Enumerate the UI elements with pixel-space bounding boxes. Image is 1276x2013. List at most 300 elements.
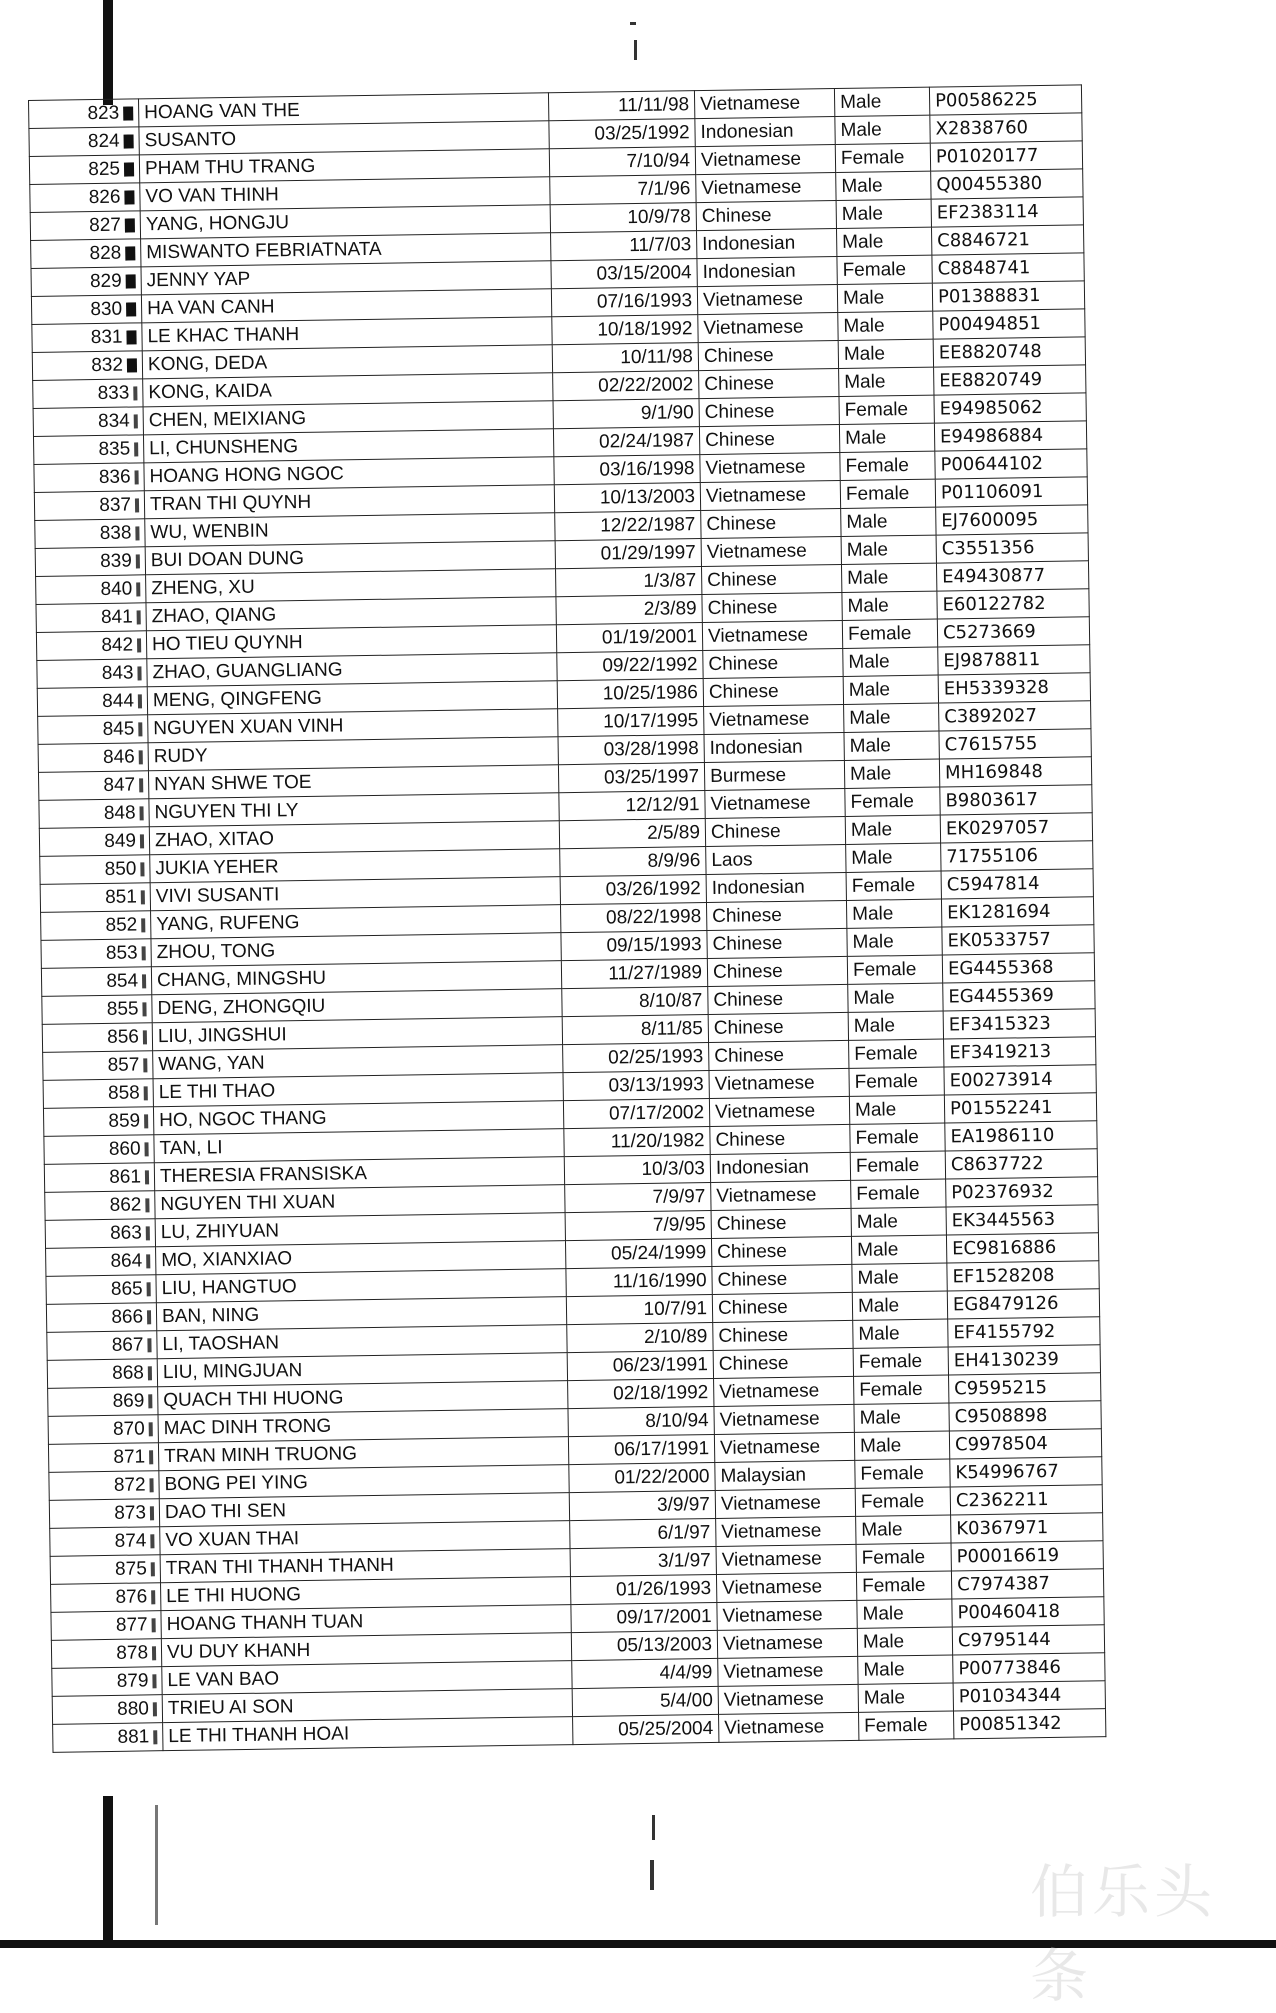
row-number-cell [51, 1611, 161, 1641]
margin-mark [152, 1674, 156, 1688]
table-body [29, 85, 1106, 1752]
nationality-cell [705, 816, 845, 846]
margin-mark [139, 778, 143, 792]
person-name: LE VAN BAO [167, 1668, 280, 1692]
sex: Female [854, 1070, 919, 1093]
margin-mark [141, 890, 145, 904]
birth-date-cell [567, 1322, 713, 1352]
passport-number: EF3415323 [948, 1012, 1051, 1036]
row-number: 843 [101, 662, 134, 684]
birth-date-cell [559, 819, 705, 849]
birth-date: 12/12/91 [625, 794, 700, 817]
sex-cell [846, 843, 941, 872]
passport-number-cell [939, 701, 1091, 731]
nationality-cell [699, 397, 839, 427]
birth-date-cell [549, 119, 695, 149]
sex-cell [838, 339, 933, 368]
passport-number-cell [947, 1261, 1099, 1291]
passport-number-cell [935, 477, 1087, 507]
row-number: 853 [105, 942, 138, 964]
nationality: Vietnamese [705, 456, 806, 479]
margin-mark [147, 1282, 151, 1296]
margin-mark [136, 582, 140, 596]
passport-number-cell [936, 561, 1088, 591]
birth-date: 7/9/95 [652, 1214, 706, 1236]
margin-mark [148, 1366, 152, 1380]
sex: Male [863, 1659, 905, 1681]
row-number: 832 [91, 354, 124, 377]
nationality: Vietnamese [714, 1072, 815, 1095]
margin-mark [144, 1086, 148, 1100]
row-number-cell [42, 1023, 152, 1053]
passport-number: E94986884 [939, 424, 1044, 448]
sex: Female [844, 398, 909, 421]
passport-number: Q00455380 [936, 172, 1043, 196]
sex: Male [840, 119, 882, 141]
row-number: 852 [105, 914, 138, 936]
sex: Female [851, 874, 916, 897]
row-number: 876 [115, 1586, 148, 1608]
passport-number-cell [940, 813, 1092, 843]
person-name: MO, XIANXIAO [161, 1248, 293, 1272]
margin-mark [144, 1142, 148, 1156]
row-number: 872 [113, 1474, 146, 1496]
birth-date: 10/7/91 [643, 1298, 708, 1320]
birth-date-cell [553, 427, 699, 457]
person-name: LE THI THAO [158, 1080, 276, 1104]
margin-mark [142, 946, 146, 960]
passport-number-cell [951, 1541, 1103, 1571]
passport-number: C3551356 [941, 537, 1035, 560]
nationality: Malaysian [720, 1464, 807, 1487]
row-number-cell [36, 603, 146, 633]
birth-date-cell [552, 315, 698, 345]
sex: Female [858, 1350, 923, 1373]
passport-number: C5273669 [942, 621, 1036, 644]
passport-number-cell [944, 1037, 1096, 1067]
person-name: HO, NGOC THANG [159, 1107, 327, 1132]
sex: Male [839, 91, 882, 113]
scan-speck [634, 40, 637, 60]
nationality: Burmese [709, 764, 787, 787]
row-number-cell [45, 1191, 155, 1221]
passport-number: C9508898 [954, 1405, 1048, 1428]
sex: Male [843, 315, 885, 337]
passport-number: P01020177 [935, 145, 1039, 168]
passport-number: MH169848 [944, 761, 1044, 784]
row-number-cell [29, 99, 139, 129]
nationality-cell [713, 1348, 853, 1378]
person-name: KONG, KAIDA [148, 380, 273, 404]
margin-mark [139, 806, 143, 820]
sex-cell [834, 87, 929, 116]
sex: Male [842, 231, 884, 253]
sex-cell [855, 1459, 950, 1488]
nationality: Chinese [704, 428, 775, 451]
birth-date: 06/23/1991 [612, 1354, 708, 1377]
person-name: LIU, MINGJUAN [162, 1360, 303, 1384]
nationality: Chinese [704, 400, 775, 423]
passport-number-cell [937, 617, 1089, 647]
row-number-cell [36, 631, 146, 661]
passport-number-cell [931, 169, 1083, 199]
passport-number-cell [936, 533, 1088, 563]
nationality-cell [707, 928, 847, 958]
row-number: 826 [88, 186, 121, 209]
person-name: TRAN MINH TRUONG [163, 1443, 358, 1468]
margin-mark [149, 1422, 153, 1436]
passport-number-cell [941, 841, 1093, 871]
sex-cell [851, 1235, 946, 1264]
passport-number: EF3419213 [949, 1040, 1052, 1064]
sex-cell [837, 255, 932, 284]
sex-cell [844, 731, 939, 760]
row-number-cell [47, 1359, 157, 1389]
nationality: Vietnamese [699, 92, 801, 116]
birth-date-cell [560, 875, 706, 905]
passport-number: C8846721 [937, 229, 1031, 252]
person-name: MISWANTO FEBRIATNATA [146, 238, 382, 264]
sex-cell [851, 1207, 946, 1236]
passport-number-cell [945, 1121, 1097, 1151]
row-number-cell [42, 995, 152, 1025]
passport-number: P00460418 [957, 1600, 1061, 1624]
sex-cell [856, 1571, 951, 1600]
nationality-cell [699, 424, 839, 454]
row-number: 869 [112, 1390, 145, 1412]
row-number-cell [44, 1163, 154, 1193]
row-number: 828 [89, 242, 122, 265]
nationality-cell [716, 1572, 856, 1602]
sex-cell [838, 311, 933, 340]
margin-mark [138, 722, 142, 736]
row-number: 856 [107, 1026, 140, 1048]
nationality-cell [718, 1656, 858, 1686]
nationality: Vietnamese [716, 1184, 817, 1207]
passport-number: P02376932 [951, 1180, 1054, 1204]
nationality-cell [717, 1628, 857, 1658]
row-number: 880 [117, 1698, 150, 1720]
nationality-cell [708, 984, 848, 1014]
nationality: Vietnamese [724, 1716, 825, 1739]
nationality: Indonesian [702, 232, 796, 256]
birth-date-cell [568, 1378, 714, 1408]
birth-date-cell [553, 371, 699, 401]
sex-cell [837, 283, 932, 312]
person-name: ZHAO, QIANG [151, 604, 277, 628]
passport-number-cell [935, 449, 1087, 479]
birth-date: 02/18/1992 [613, 1382, 709, 1405]
birth-date: 10/11/98 [620, 346, 694, 369]
passport-number: C9795144 [957, 1628, 1051, 1652]
passport-number-cell [939, 729, 1091, 759]
passport-number: K54996767 [955, 1460, 1060, 1484]
nationality-cell [716, 1516, 856, 1546]
row-number: 840 [100, 578, 133, 600]
sex: Male [848, 651, 890, 673]
passport-number-cell [950, 1485, 1102, 1515]
person-name: HA VAN CANH [146, 296, 275, 320]
birth-date: 01/29/1997 [600, 542, 696, 565]
person-name: VO XUAN THAI [165, 1528, 300, 1552]
birth-date-cell [563, 1099, 709, 1129]
person-name: WANG, YAN [158, 1052, 265, 1076]
nationality: Chinese [701, 204, 772, 228]
margin-mark [140, 834, 144, 848]
nationality: Chinese [707, 568, 778, 591]
person-name: THERESIA FRANSISKA [159, 1163, 368, 1188]
birth-date-cell [557, 679, 703, 709]
sex-cell [849, 1039, 944, 1068]
row-number: 865 [110, 1278, 143, 1300]
row-number: 860 [108, 1138, 141, 1160]
birth-date: 10/17/1995 [603, 710, 699, 733]
nationality-cell [704, 704, 844, 734]
sex: Male [852, 931, 894, 953]
nationality-cell [701, 508, 841, 538]
birth-date: 03/28/1998 [603, 738, 699, 761]
row-number-cell [30, 183, 140, 213]
passport-number-cell [953, 1681, 1105, 1711]
birth-date-cell [551, 231, 697, 261]
margin-mark [135, 470, 139, 484]
nationality: Vietnamese [723, 1660, 824, 1683]
passport-number-cell [952, 1597, 1104, 1627]
row-number: 858 [107, 1082, 140, 1104]
margin-mark [124, 162, 134, 176]
row-number-cell [53, 1723, 163, 1753]
passport-number: K0367971 [956, 1517, 1049, 1540]
sex-cell [836, 227, 931, 256]
margin-mark [126, 274, 136, 288]
nationality: Vietnamese [722, 1576, 823, 1599]
row-number-cell [38, 743, 148, 773]
sex: Male [853, 987, 895, 1009]
passport-number: P01552241 [949, 1096, 1053, 1120]
passport-number-cell [937, 589, 1089, 619]
nationality: Indonesian [709, 736, 803, 759]
row-number-cell [45, 1219, 155, 1249]
row-number-cell [39, 827, 149, 857]
row-number: 881 [117, 1726, 150, 1748]
nationality-cell [709, 1068, 849, 1098]
row-number-cell [40, 883, 150, 913]
margin-mark [124, 134, 134, 148]
birth-date: 10/18/1992 [597, 318, 693, 341]
nationality: Chinese [717, 1268, 788, 1291]
passport-number-cell [939, 757, 1091, 787]
passport-number: EK1281694 [947, 900, 1051, 924]
row-number: 829 [89, 270, 122, 293]
passport-number: EC9816886 [951, 1236, 1057, 1260]
birth-date: 2/3/89 [643, 598, 697, 620]
row-number-cell [30, 211, 140, 241]
row-number-cell [43, 1051, 153, 1081]
margin-mark [147, 1338, 151, 1352]
margin-mark [134, 442, 138, 456]
sex-cell [854, 1375, 949, 1404]
row-number: 841 [100, 606, 133, 628]
passport-number-cell [948, 1317, 1100, 1347]
row-number-cell [48, 1387, 158, 1417]
passport-number: C8637722 [950, 1153, 1044, 1176]
sex-cell [850, 1123, 945, 1152]
row-number-cell [29, 127, 139, 157]
passport-number: P01034344 [958, 1684, 1062, 1708]
row-number-cell [41, 911, 151, 941]
row-number: 824 [87, 130, 120, 153]
row-number: 866 [111, 1306, 144, 1328]
person-name: ZHAO, GUANGLIANG [152, 659, 343, 684]
sex-cell [841, 535, 936, 564]
row-number: 862 [109, 1194, 142, 1216]
passport-number-cell [950, 1457, 1102, 1487]
nationality: Vietnamese [707, 624, 809, 647]
row-number-cell [52, 1667, 162, 1697]
row-number-cell [51, 1639, 161, 1669]
margin-mark [152, 1618, 156, 1632]
margin-mark [124, 190, 134, 204]
birth-date: 07/16/1993 [596, 290, 693, 313]
person-name: HO TIEU QUYNH [151, 631, 303, 656]
person-name: VO VAN THINH [145, 184, 279, 208]
sex-cell [848, 983, 943, 1012]
row-number-cell [51, 1583, 161, 1613]
sex-cell [850, 1151, 945, 1180]
person-name: ZHENG, XU [151, 576, 255, 600]
person-name: SUSANTO [144, 128, 237, 152]
nationality-cell [709, 1040, 849, 1070]
sex-cell [858, 1655, 953, 1684]
birth-date: 03/26/1992 [605, 878, 701, 901]
row-number-cell [38, 771, 148, 801]
sex: Female [856, 1182, 920, 1205]
row-number: 870 [112, 1418, 145, 1440]
passport-number: EF4155792 [953, 1320, 1056, 1344]
row-number-cell [34, 491, 144, 521]
row-number-cell [50, 1555, 160, 1585]
sex: Male [849, 763, 892, 785]
person-name: MENG, QINGFENG [152, 687, 322, 712]
sex: Male [846, 511, 888, 533]
birth-date-cell [557, 651, 703, 681]
sex: Male [854, 1099, 897, 1121]
birth-date-cell [562, 987, 708, 1017]
sex: Female [860, 1462, 924, 1485]
birth-date-cell [571, 1630, 717, 1660]
birth-date-cell [556, 567, 702, 597]
row-number-cell [31, 295, 141, 325]
passport-number: EJ9878811 [943, 649, 1041, 672]
nationality: Chinese [713, 1016, 784, 1039]
birth-date: 03/25/1992 [594, 122, 690, 145]
row-number-cell [52, 1695, 162, 1725]
row-number: 823 [87, 102, 120, 125]
nationality: Vietnamese [721, 1520, 822, 1543]
passport-number-cell [942, 953, 1094, 983]
margin-mark [137, 610, 141, 624]
row-number: 861 [109, 1166, 142, 1188]
row-number: 838 [99, 522, 132, 544]
passport-number: C3892027 [944, 705, 1038, 728]
nationality: Vietnamese [714, 1100, 816, 1123]
row-number-cell [32, 351, 142, 381]
birth-date-cell [566, 1266, 712, 1296]
sex-cell [851, 1179, 946, 1208]
row-number: 878 [116, 1642, 149, 1664]
person-name: LU, ZHIYUAN [160, 1220, 280, 1244]
birth-date: 09/17/2001 [616, 1606, 712, 1629]
row-number: 827 [89, 214, 122, 237]
birth-date-cell [559, 791, 705, 821]
nationality: Chinese [703, 344, 774, 368]
birth-date: 5/4/00 [659, 1690, 713, 1712]
margin-mark [145, 1170, 149, 1184]
birth-date: 12/22/1987 [600, 514, 696, 537]
passport-number-cell [951, 1513, 1103, 1543]
nationality: Vietnamese [722, 1632, 824, 1655]
margin-mark [145, 1198, 149, 1212]
passport-number: C9978504 [954, 1433, 1048, 1456]
row-number: 867 [111, 1334, 144, 1356]
margin-mark [123, 106, 133, 120]
person-name: BONG PEI YING [164, 1472, 308, 1496]
birth-date: 4/4/99 [659, 1662, 713, 1684]
sex-cell [858, 1683, 953, 1712]
birth-date: 2/5/89 [646, 822, 701, 844]
sex: Female [861, 1574, 926, 1597]
row-number-cell [46, 1275, 156, 1305]
sex-cell [842, 591, 937, 620]
row-number-cell [33, 407, 143, 437]
nationality-cell [708, 1012, 848, 1042]
passport-number-cell [951, 1569, 1103, 1599]
margin-mark [146, 1226, 150, 1240]
passport-number-cell [953, 1709, 1105, 1739]
nationality: Vietnamese [719, 1408, 820, 1431]
sex-cell [852, 1291, 947, 1320]
sex: Male [846, 539, 889, 561]
sex: Male [862, 1631, 905, 1653]
margin-mark [125, 218, 135, 232]
margin-mark [150, 1506, 154, 1520]
birth-date: 05/13/2003 [616, 1634, 713, 1657]
sex-cell [836, 171, 931, 200]
sex: Male [849, 707, 891, 729]
sex-cell [853, 1347, 948, 1376]
margin-mark [144, 1114, 148, 1128]
sex-cell [856, 1515, 951, 1544]
passport-number-cell [933, 337, 1085, 367]
person-name: HOANG HONG NGOC [149, 463, 344, 488]
nationality-cell [699, 369, 839, 399]
nationality-cell [709, 1096, 849, 1126]
sex: Female [845, 482, 910, 505]
passport-number-cell [938, 645, 1090, 675]
row-number-cell [50, 1527, 160, 1557]
birth-date-cell [555, 539, 701, 569]
sex: Female [854, 1042, 918, 1065]
birth-date-cell [558, 735, 704, 765]
person-name: HOANG VAN THE [144, 99, 300, 124]
nationality-cell [702, 592, 842, 622]
nationality: Chinese [717, 1296, 788, 1319]
row-number-cell [48, 1415, 158, 1445]
row-number: 863 [109, 1222, 142, 1244]
row-number: 830 [90, 298, 123, 321]
nationality: Vietnamese [720, 1492, 822, 1515]
nationality-cell [695, 145, 835, 175]
